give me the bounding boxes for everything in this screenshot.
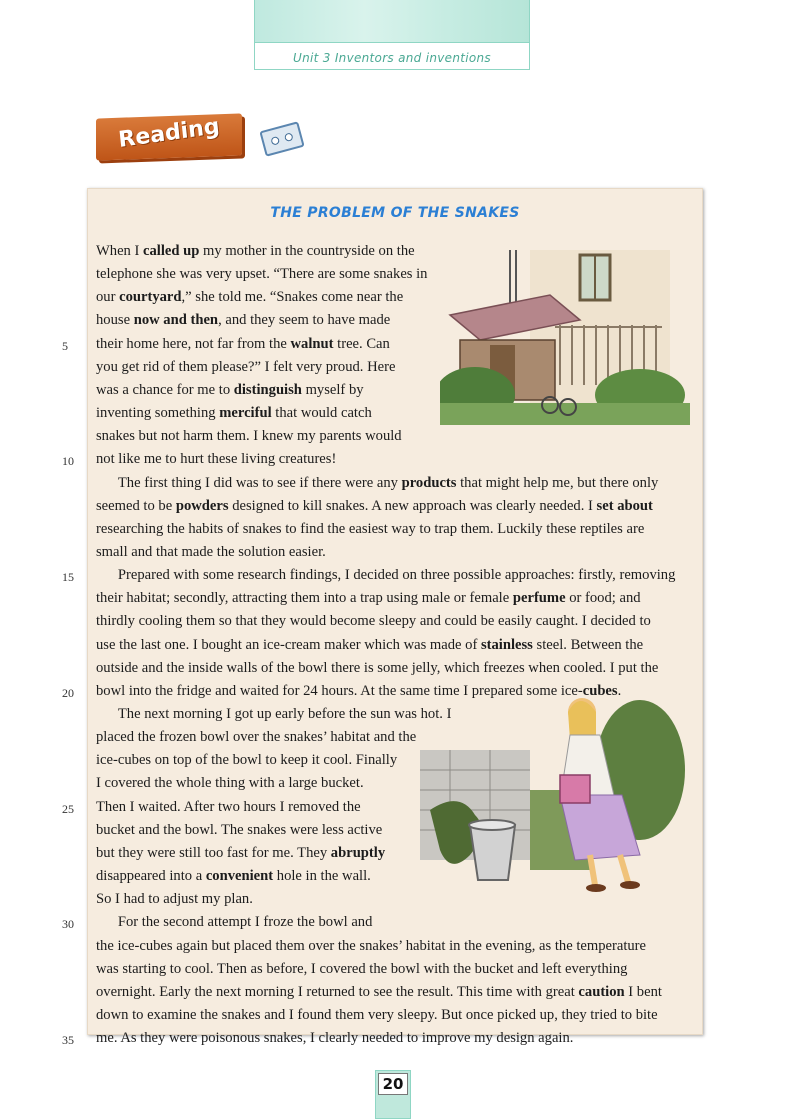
text-line — [96, 960, 627, 978]
text-span: The first thing I did was to see if there were any — [96, 474, 402, 491]
vocabulary-word: walnut — [290, 335, 334, 352]
text-span: thirdly cooling them so that they would become sleepy and could be easily caught. I decided to — [96, 613, 651, 630]
text-span: that might help me, but there only — [456, 474, 659, 491]
text-span: not like me to hurt these living creatures! — [96, 451, 337, 468]
text-span: outside and the inside walls of the bowl there is some jelly, which freezes when cooled. I put the — [96, 659, 659, 676]
text-span: my mother in the countryside on the — [199, 243, 415, 259]
text-span: down to examine the snakes and I found them very sleepy. But once picked up, they tried to bite — [96, 1006, 658, 1023]
text-line — [96, 311, 390, 329]
text-line — [96, 659, 658, 677]
text-line — [96, 381, 364, 399]
vocabulary-word: products — [401, 474, 457, 491]
text-span: was a chance for me to — [96, 381, 234, 398]
text-span: telephone she was very upset. “There are some snakes in — [96, 266, 428, 283]
vocabulary-word: set about — [596, 497, 653, 514]
reading-section-tab — [96, 113, 242, 160]
text-line — [96, 821, 382, 839]
text-span: our — [96, 289, 120, 306]
text-line — [96, 798, 361, 816]
text-span: house — [96, 312, 134, 329]
text-span: For the second attempt I froze the bowl and — [96, 914, 373, 931]
text-span: Then I waited. After two hours I removed the — [96, 798, 361, 815]
text-span: Prepared with some research findings, I decided on three possible approaches: firstly, removing — [96, 567, 676, 584]
vocabulary-word: abruptly — [330, 844, 386, 861]
vocabulary-word: stainless — [480, 636, 533, 653]
text-span: tree. Can — [333, 335, 390, 352]
line-number: 15 — [62, 570, 74, 585]
unit-header — [254, 0, 530, 70]
text-span: When I — [96, 243, 144, 259]
text-span: I covered the whole thing with a large bucket. — [96, 775, 364, 792]
text-span: small and that made the solution easier. — [96, 543, 326, 560]
line-number: 35 — [62, 1033, 74, 1048]
house-illustration — [440, 245, 690, 425]
text-span: The next morning I got up early before the sun was hot. I — [96, 706, 452, 722]
text-span: the ice-cubes again but placed them over the snakes’ habitat in the evening, as the temperature — [96, 937, 647, 954]
text-line — [96, 728, 416, 746]
reading-label: Reading — [117, 114, 221, 153]
text-line — [96, 497, 653, 515]
text-line — [96, 844, 385, 862]
text-span: disappeared into a — [96, 868, 206, 885]
text-span: their home here, not far from the — [96, 335, 291, 352]
text-span: bowl into the fridge and waited for 24 hours. At the same time I prepared some ice- — [96, 682, 583, 699]
vocabulary-word: convenient — [205, 868, 274, 885]
text-line — [96, 520, 644, 538]
text-line — [96, 705, 451, 723]
text-line — [96, 751, 397, 769]
text-span: inventing something — [96, 405, 220, 422]
header-decoration — [255, 0, 529, 43]
text-span: myself by — [301, 381, 364, 398]
text-span: use the last one. I bought an ice-cream maker which was made of — [96, 636, 481, 653]
text-line — [96, 983, 662, 1001]
girl-bucket-illustration — [400, 690, 685, 895]
line-number: 5 — [62, 338, 68, 353]
text-line — [96, 427, 402, 445]
text-line — [96, 890, 253, 908]
vocabulary-word: perfume — [512, 590, 566, 607]
text-span: designed to kill snakes. A new approach was clearly needed. I — [228, 497, 597, 514]
vocabulary-word: courtyard — [119, 289, 182, 306]
text-span: . — [617, 682, 622, 699]
text-line — [96, 543, 326, 561]
text-line — [96, 450, 336, 468]
text-span: placed the frozen bowl over the snakes’ habitat and the — [96, 729, 417, 746]
vocabulary-word: powders — [175, 497, 229, 514]
text-span: So I had to adjust my plan. — [96, 891, 253, 908]
vocabulary-word: merciful — [219, 405, 272, 422]
text-span: that would catch — [271, 405, 372, 422]
text-span: me. As they were poisonous snakes, I clearly needed to improve my design again. — [96, 1030, 574, 1047]
vocabulary-word: caution — [578, 983, 625, 1000]
text-span: or food; and — [565, 590, 641, 607]
text-line — [96, 589, 641, 607]
vocabulary-word: called up — [143, 243, 200, 259]
vocabulary-word: cubes — [582, 682, 618, 699]
text-span: , and they seem to have made — [218, 312, 391, 329]
unit-title: Unit 3 Inventors and inventions — [293, 51, 491, 65]
text-line — [96, 404, 372, 422]
text-span: I bent — [624, 983, 662, 1000]
line-number: 20 — [62, 685, 74, 700]
line-number: 25 — [62, 801, 74, 816]
text-line — [96, 474, 658, 492]
text-span: snakes but not harm them. I knew my parents would — [96, 428, 402, 445]
text-span: their habitat; secondly, attracting them into a trap using male or female — [96, 590, 513, 607]
text-line — [96, 612, 651, 630]
story-title: THE PROBLEM OF THE SNAKES — [270, 205, 520, 221]
text-span: was starting to cool. Then as before, I covered the bowl with the bucket and left everything — [96, 960, 628, 977]
cassette-icon[interactable] — [259, 121, 304, 156]
text-span: you get rid of them please?” I felt very proud. Here — [96, 358, 396, 375]
text-span: seemed to be — [96, 497, 176, 514]
vocabulary-word: now and then — [133, 312, 219, 329]
text-line — [96, 566, 675, 584]
line-number: 10 — [62, 454, 74, 469]
vocabulary-word: distinguish — [233, 381, 302, 398]
text-span: researching the habits of snakes to find the easiest way to trap them. Luckily these reptiles are — [96, 520, 645, 537]
text-line — [96, 242, 415, 260]
text-span: but they were still too fast for me. They — [96, 844, 331, 861]
page-number: 20 — [378, 1073, 408, 1095]
text-line — [96, 1029, 573, 1047]
text-line — [96, 913, 372, 931]
text-line — [96, 335, 390, 353]
text-span: ice-cubes on top of the bowl to keep it cool. Finally — [96, 752, 398, 769]
page-number-tab — [375, 1070, 411, 1119]
text-span: overnight. Early the next morning I returned to see the result. This time with great — [96, 983, 579, 1000]
line-number: 30 — [62, 917, 74, 932]
text-span: hole in the wall. — [273, 868, 371, 885]
text-span: ,” she told me. “Snakes come near the — [181, 289, 404, 306]
text-line — [96, 867, 371, 885]
text-span: steel. Between the — [532, 636, 644, 653]
text-line — [96, 358, 395, 376]
text-line — [96, 937, 646, 955]
text-line — [96, 265, 427, 283]
text-span: bucket and the bowl. The snakes were less active — [96, 821, 383, 838]
text-line — [96, 288, 403, 306]
text-line — [96, 636, 643, 654]
text-line — [96, 774, 364, 792]
text-line — [96, 1006, 658, 1024]
